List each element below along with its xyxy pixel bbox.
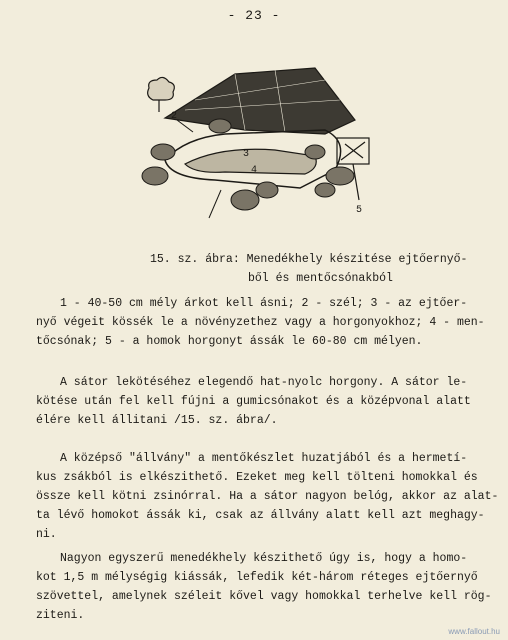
paragraph-legend: [36, 294, 486, 351]
text-line: ni.: [36, 528, 57, 541]
caption-line-1: 15. sz. ábra: Menedékhely készitése ejtőernyő-: [150, 253, 468, 266]
text-line: kötése után fel kell fújni a gumicsónakot és a középvonal alatt: [36, 395, 471, 408]
shrub-drawing: [148, 77, 175, 112]
figure-label-5: 5: [356, 205, 363, 216]
paragraph-anchoring: [36, 373, 486, 430]
text-line: szövettel, amelynek széleit kővel vagy homokkal terhelve kell rög-: [36, 590, 492, 603]
text-line: tőcsónak; 5 - a homok horgonyt ássák le 60-80 cm mélyen.: [36, 335, 423, 348]
paragraph-simple-shelter: [36, 549, 492, 625]
text-line: 1 - 40-50 cm mély árkot kell ásni; 2 - szél; 3 - az ejtőer-: [60, 297, 468, 310]
page-number: - 23 -: [227, 8, 281, 23]
text-line: nyő végeit kössék le a növényzethez vagy a horgonyokhoz; 4 - men-: [36, 316, 485, 329]
text-line: ziteni.: [36, 609, 85, 622]
figure-label-2: 2: [171, 111, 178, 122]
shelter-illustration: [125, 60, 385, 230]
text-line: A sátor lekötéséhez elegendő hat-nyolc horgony. A sátor le-: [60, 376, 468, 389]
text-line: kot 1,5 m mélységig kiássák, lefedik két-három réteges ejtőernyő: [36, 571, 478, 584]
source-watermark: www.fallout.hu: [448, 627, 500, 636]
text-line: A középső "állvány" a mentőkészlet huzatjából és a hermetí-: [60, 452, 468, 465]
text-line: ta lévő homokot ássák ki, csak az állvány alatt kell azt meghagy-: [36, 509, 485, 522]
text-line: kus zsákból is elkészithető. Ezeket meg kell tölteni homokkal és: [36, 471, 478, 484]
paragraph-support: [36, 449, 499, 544]
figure-caption: [150, 250, 490, 288]
text-line: össze kell kötni zsinórral. Ha a sátor nagyon belóg, akkor az alat-: [36, 490, 499, 503]
text-line: Nagyon egyszerű menedékhely készithető úgy is, hogy a homo-: [60, 552, 468, 565]
caption-line-2: ből és mentőcsónakból: [248, 272, 393, 285]
parachute-canopy: [165, 68, 355, 134]
text-line: élére kell állitani /15. sz. ábra/.: [36, 414, 278, 427]
figure-label-3: 3: [243, 149, 250, 160]
figure-label-4: 4: [251, 165, 258, 176]
